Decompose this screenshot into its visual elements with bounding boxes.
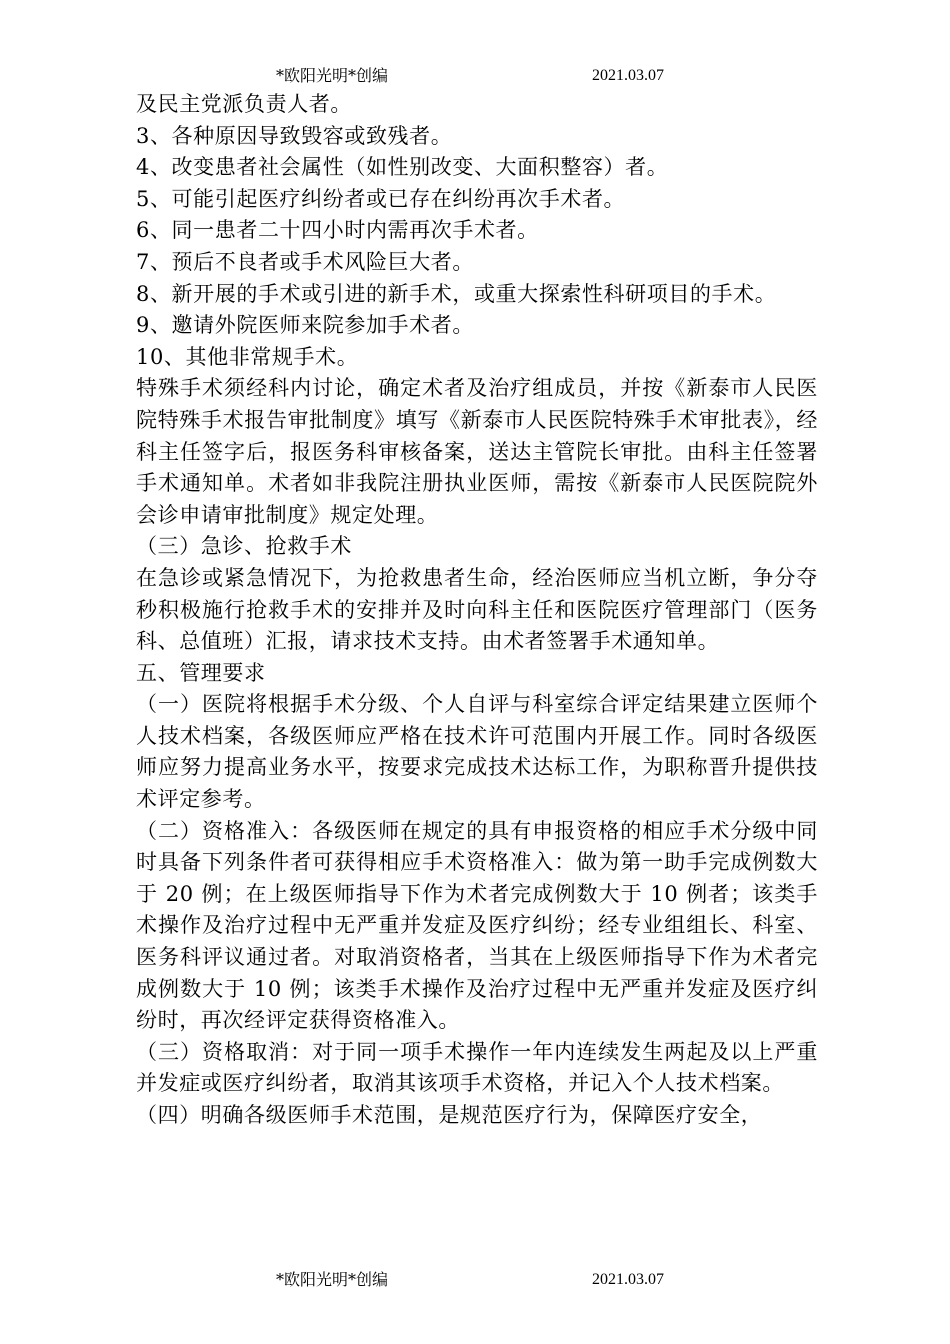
paragraph-special-surgery: 特殊手术须经科内讨论，确定术者及治疗组成员，并按《新泰市人民医院特殊手术报告审批制度》填写《新泰市人民医院特殊手术审批表》，经科主任签字后，报医务科审核备案，送达主管院长审批。由科主任签署手术通知单。术者如非我院注册执业医师，需按《新泰市人民医院院外会诊申请审批制度》规定处理。 bbox=[136, 376, 818, 527]
list-item-6: 6、同一患者二十四小时内需再次手术者。 bbox=[136, 218, 539, 243]
document-body bbox=[136, 89, 818, 1132]
list-item-5: 5、可能引起医疗纠纷者或已存在纠纷再次手术者。 bbox=[136, 186, 626, 211]
header-date: 2021.03.07 bbox=[592, 67, 664, 84]
paragraph-management-4: （四）明确各级医师手术范围，是规范医疗行为，保障医疗安全， bbox=[136, 1103, 763, 1127]
section-heading-emergency: （三）急诊、抢救手术 bbox=[136, 534, 352, 559]
page-header bbox=[0, 64, 950, 88]
page-footer bbox=[0, 1268, 950, 1292]
list-item-10: 10、其他非常规手术。 bbox=[136, 344, 359, 369]
footer-author: *欧阳光明*创编 bbox=[276, 1270, 389, 1289]
section-heading-management: 五、管理要求 bbox=[136, 660, 266, 685]
paragraph-management-2: （二）资格准入：各级医师在规定的具有申报资格的相应手术分级中同时具备下列条件者可获得相应手术资格准入：做为第一助手完成例数大于 20 例；在上级医师指导下作为术者完成例数大于 10 例者；该类手术操作及治疗过程中无严重并发症及医疗纠纷；经专业组组长、科室、医务科评议通过者。对取消资格者，当其在上级医师指导下作为术者完成例数大于 10 例；该类手术操作及治疗过程中无严重并发症及医疗纠纷时，再次经评定获得资格准入。 bbox=[136, 818, 818, 1033]
paragraph: 及民主党派负责人者。 bbox=[136, 92, 352, 116]
list-item-4: 4、改变患者社会属性（如性别改变、大面积整容）者。 bbox=[136, 155, 669, 180]
footer-date: 2021.03.07 bbox=[592, 1271, 664, 1288]
header-author: *欧阳光明*创编 bbox=[276, 66, 389, 85]
list-item-8: 8、新开展的手术或引进的新手术，或重大探索性科研项目的手术。 bbox=[136, 281, 777, 306]
paragraph-management-1: （一）医院将根据手术分级、个人自评与科室综合评定结果建立医师个人技术档案，各级医师应严格在技术许可范围内开展工作。同时各级医师应努力提高业务水平，按要求完成技术达标工作，为职称晋升提供技术评定参考。 bbox=[136, 692, 818, 812]
paragraph-emergency: 在急诊或紧急情况下，为抢救患者生命，经治医师应当机立断，争分夺秒积极施行抢救手术的安排并及时向科主任和医院医疗管理部门（医务科、总值班）汇报，请求技术支持。由术者签署手术通知单。 bbox=[136, 565, 818, 654]
list-item-9: 9、邀请外院医师来院参加手术者。 bbox=[136, 313, 474, 338]
paragraph-management-3: （三）资格取消：对于同一项手术操作一年内连续发生两起及以上严重并发症或医疗纠纷者，取消其该项手术资格，并记入个人技术档案。 bbox=[136, 1039, 818, 1096]
list-item-7: 7、预后不良者或手术风险巨大者。 bbox=[136, 249, 474, 274]
list-item-3: 3、各种原因导致毁容或致残者。 bbox=[136, 123, 453, 148]
